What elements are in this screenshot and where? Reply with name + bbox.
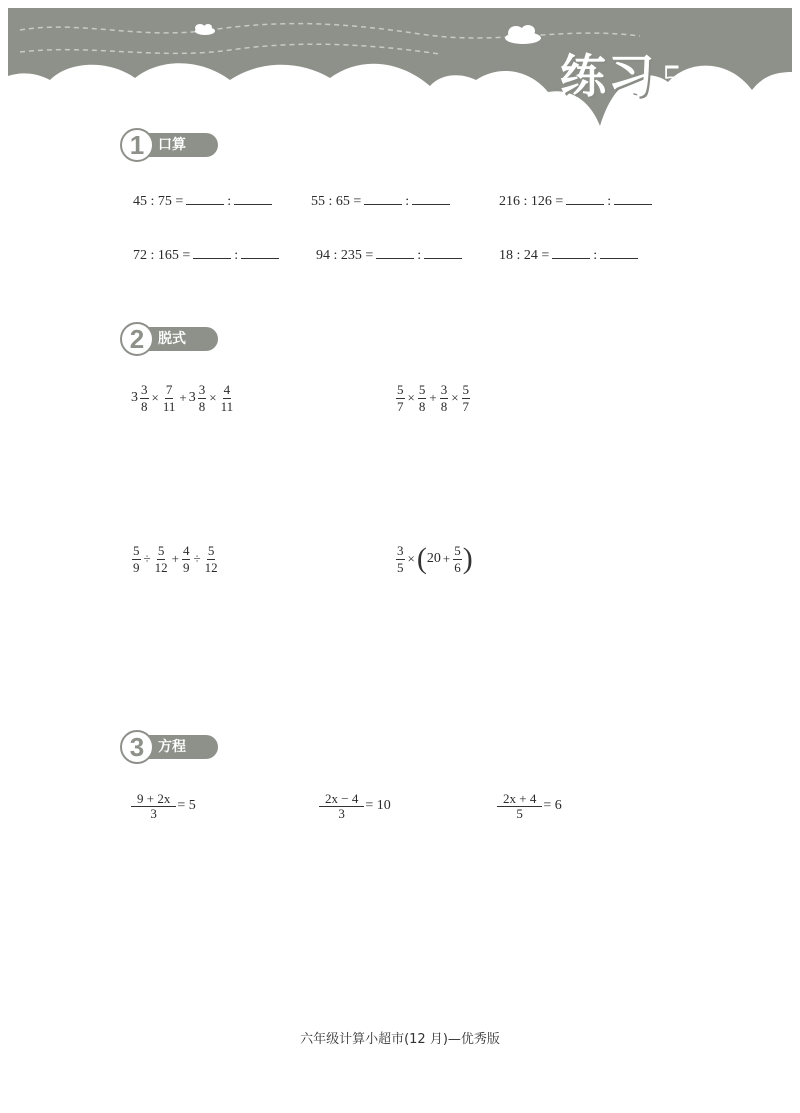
ratio-right: 75 bbox=[157, 194, 172, 209]
inner-number: 20 bbox=[426, 551, 441, 567]
denominator: 8 bbox=[418, 398, 426, 414]
page-title-text: 练习 bbox=[560, 49, 656, 103]
numerator: 5 bbox=[207, 543, 215, 558]
equation-rhs: = 10 bbox=[365, 798, 391, 814]
numerator: 5 bbox=[462, 382, 470, 397]
answer-blank[interactable] bbox=[614, 192, 652, 205]
ratio-left: 216 bbox=[499, 194, 520, 209]
denominator: 3 bbox=[150, 805, 157, 821]
denominator: 9 bbox=[133, 559, 140, 575]
denominator: 8 bbox=[440, 398, 448, 414]
section-label: 脱式 bbox=[138, 327, 218, 351]
oral-problem: 18 : 24 = : bbox=[499, 246, 641, 264]
denominator: 7 bbox=[397, 398, 404, 414]
denominator: 11 bbox=[162, 398, 176, 414]
step-calc-expression bbox=[131, 544, 220, 574]
denominator: 7 bbox=[462, 398, 470, 414]
ratio-left: 72 bbox=[133, 248, 147, 263]
numerator: 2x + 4 bbox=[497, 792, 542, 807]
section-number: 3 bbox=[120, 730, 154, 764]
fraction bbox=[204, 544, 219, 574]
operator: ÷ bbox=[193, 551, 201, 567]
denominator: 12 bbox=[204, 559, 218, 575]
fraction bbox=[140, 383, 149, 413]
ratio-right: 24 bbox=[523, 248, 538, 263]
fraction bbox=[220, 383, 235, 413]
denominator: 3 bbox=[338, 805, 345, 821]
step-calc-expression bbox=[395, 544, 473, 574]
fraction bbox=[396, 383, 405, 413]
answer-blank[interactable] bbox=[193, 246, 231, 259]
equation-rhs: = 5 bbox=[177, 798, 196, 814]
numerator: 3 bbox=[141, 382, 148, 397]
fraction bbox=[154, 544, 169, 574]
operator: + bbox=[442, 551, 451, 567]
page-footer: 六年级计算小超市(12 月)—优秀版 bbox=[300, 1032, 500, 1047]
whole-part: 3 bbox=[188, 390, 196, 406]
denominator: 5 bbox=[397, 559, 404, 575]
numerator: 5 bbox=[418, 382, 426, 397]
denominator: 12 bbox=[154, 559, 168, 575]
page-title bbox=[560, 40, 682, 103]
numerator: 3 bbox=[397, 543, 404, 558]
oral-problem: 216 : 126 = : bbox=[499, 192, 655, 210]
fraction bbox=[198, 383, 207, 413]
ratio-left: 94 bbox=[316, 248, 330, 263]
operator: + bbox=[179, 390, 187, 406]
fraction bbox=[162, 383, 177, 413]
denominator: 11 bbox=[220, 398, 234, 414]
equation-rhs: = 6 bbox=[543, 798, 562, 814]
numerator: 3 bbox=[440, 382, 448, 397]
whole-part: 3 bbox=[131, 390, 138, 406]
numerator: 9 + 2x bbox=[131, 792, 176, 807]
fraction bbox=[453, 544, 462, 574]
fraction bbox=[319, 792, 364, 820]
operator: × bbox=[151, 390, 159, 406]
denominator: 8 bbox=[198, 398, 206, 414]
ratio-right: 235 bbox=[340, 248, 362, 263]
close-parenthesis: ) bbox=[462, 542, 473, 576]
step-calc-expression bbox=[131, 383, 235, 413]
ratio-left: 45 bbox=[133, 194, 147, 209]
answer-blank[interactable] bbox=[566, 192, 604, 205]
numerator: 4 bbox=[223, 382, 231, 397]
ratio-right: 65 bbox=[335, 194, 350, 209]
fraction bbox=[462, 383, 471, 413]
ratio-right: 165 bbox=[157, 248, 179, 263]
fraction bbox=[396, 544, 405, 574]
answer-blank[interactable] bbox=[241, 246, 279, 259]
ratio-left: 55 bbox=[311, 194, 325, 209]
numerator: 2x − 4 bbox=[319, 792, 364, 807]
fraction bbox=[131, 792, 176, 820]
step-calc-expression bbox=[395, 383, 471, 413]
oral-problem: 45 : 75 = : bbox=[133, 192, 275, 210]
answer-blank[interactable] bbox=[364, 192, 402, 205]
denominator: 8 bbox=[141, 398, 148, 414]
answer-blank[interactable] bbox=[552, 246, 590, 259]
answer-blank[interactable] bbox=[186, 192, 224, 205]
section-label: 口算 bbox=[138, 133, 218, 157]
ratio-right: 126 bbox=[530, 194, 552, 209]
equation bbox=[318, 792, 391, 820]
denominator: 5 bbox=[516, 805, 523, 821]
operator: + bbox=[171, 551, 179, 567]
answer-blank[interactable] bbox=[412, 192, 450, 205]
numerator: 5 bbox=[454, 543, 461, 558]
answer-blank[interactable] bbox=[234, 192, 272, 205]
oral-problem: 55 : 65 = : bbox=[311, 192, 453, 210]
operator: × bbox=[209, 390, 217, 406]
equation bbox=[496, 792, 562, 820]
oral-problem: 72 : 165 = : bbox=[133, 246, 282, 264]
fraction bbox=[132, 544, 141, 574]
numerator: 5 bbox=[157, 543, 165, 558]
answer-blank[interactable] bbox=[424, 246, 462, 259]
page-title-number: 5 bbox=[662, 56, 682, 101]
equation bbox=[130, 792, 196, 820]
operator: × bbox=[407, 390, 415, 406]
operator: × bbox=[451, 390, 459, 406]
denominator: 6 bbox=[454, 559, 461, 575]
numerator: 5 bbox=[133, 543, 140, 558]
fraction bbox=[182, 544, 191, 574]
denominator: 9 bbox=[182, 559, 190, 575]
operator: ÷ bbox=[143, 551, 151, 567]
numerator: 5 bbox=[397, 382, 404, 397]
numerator: 4 bbox=[182, 543, 190, 558]
answer-blank[interactable] bbox=[600, 246, 638, 259]
answer-blank[interactable] bbox=[376, 246, 414, 259]
fraction bbox=[440, 383, 449, 413]
section-label: 方程 bbox=[138, 735, 218, 759]
operator: × bbox=[407, 551, 415, 567]
numerator: 3 bbox=[198, 382, 206, 397]
ratio-left: 18 bbox=[499, 248, 513, 263]
section-number: 1 bbox=[120, 128, 154, 162]
oral-problem: 94 : 235 = : bbox=[316, 246, 465, 264]
fraction bbox=[497, 792, 542, 820]
numerator: 7 bbox=[165, 382, 173, 397]
section-number: 2 bbox=[120, 322, 154, 356]
operator: + bbox=[429, 390, 437, 406]
fraction bbox=[418, 383, 427, 413]
open-parenthesis: ( bbox=[416, 542, 427, 576]
